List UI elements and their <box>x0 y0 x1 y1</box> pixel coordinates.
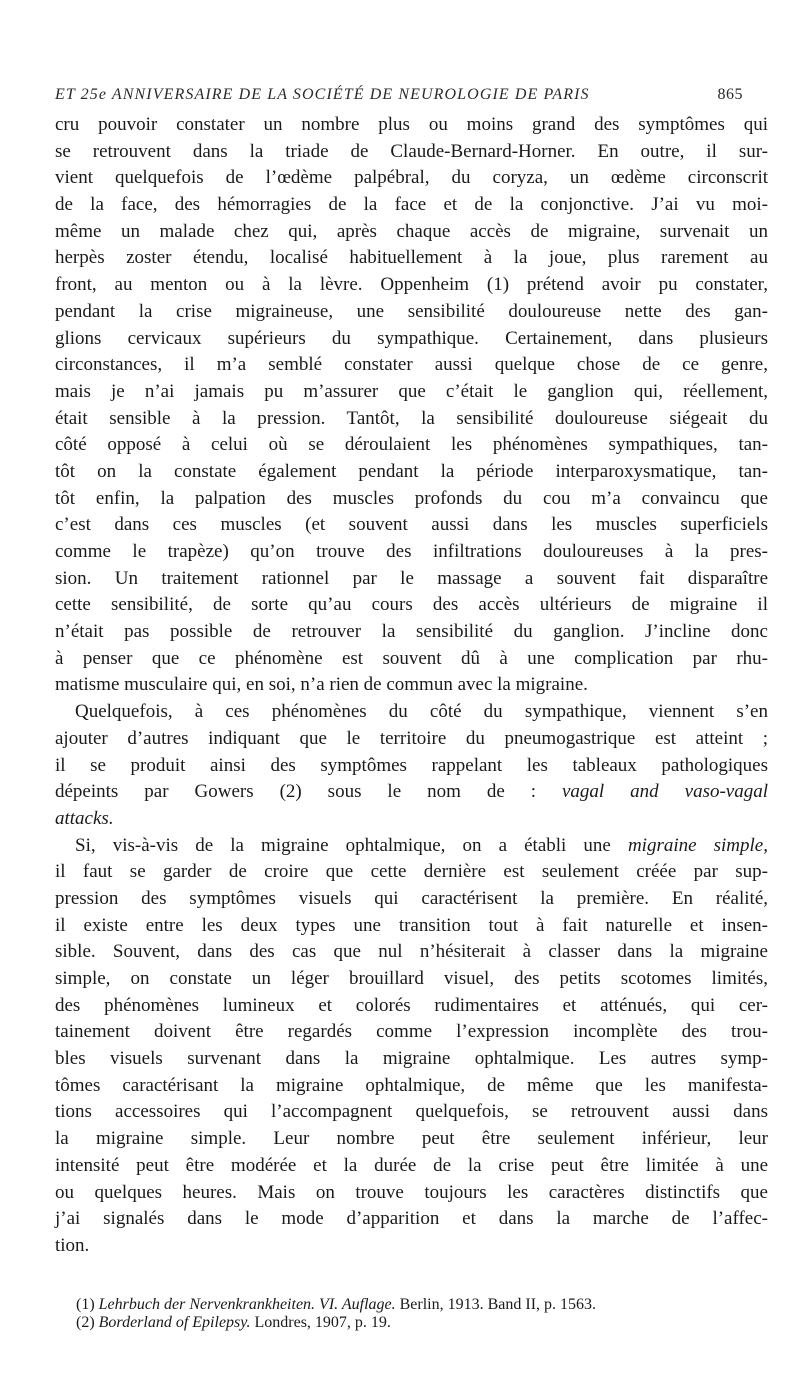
text-line: côté opposé à celui où se déroulaient les phénomènes sympathiques, tan- <box>55 434 768 456</box>
footnote-2 <box>76 1314 756 1332</box>
text-fragment: Si, vis-à-vis de la migraine ophtalmique, on a établi une <box>75 834 611 856</box>
text-line: cette sensibilité, de sorte qu’au cours des accès ultérieurs de migraine il <box>55 594 768 616</box>
text-line: il existe entre les deux types une transition tout à fait naturelle et insen- <box>55 914 768 936</box>
text-line-with-italic <box>55 779 768 806</box>
footnote-marker: (2) <box>76 1314 95 1331</box>
text-line: sible. Souvent, dans des cas que nul n’hésiterait à classer dans la migraine <box>55 941 768 963</box>
text-fragment: dépeints par Gowers (2) sous le nom de : <box>55 781 537 803</box>
text-line: front, au menton ou à la lèvre. Oppenheim (1) prétend avoir pu constater, <box>55 274 768 296</box>
footnote-details: Berlin, 1913. Band II, p. 1563. <box>395 1296 597 1313</box>
footnote-marker: (1) <box>76 1296 95 1313</box>
running-title: ET 25e ANNIVERSAIRE DE LA SOCIÉTÉ DE NEUROLOGIE DE PARIS <box>55 86 590 103</box>
footnote-title: Borderland of Epilepsy. <box>98 1314 251 1331</box>
italic-term: vagal and vaso-vagal <box>562 781 769 803</box>
text-line: tômes caractérisant la migraine ophtalmique, de même que les manifesta- <box>55 1074 768 1096</box>
text-line: j’ai signalés dans le mode d’apparition et dans la marche de l’affec- <box>55 1208 768 1230</box>
text-line: simple, on constate un léger brouillard visuel, des petits scotomes limités, <box>55 968 768 989</box>
text-line: herpès zoster étendu, localisé habituellement à la joue, plus rarement au <box>55 247 768 269</box>
text-line: était sensible à la pression. Tantôt, la sensibilité douloureuse siégeait du <box>55 407 768 429</box>
text-line: circonstances, il m’a semblé constater aussi quelque chose de ce genre, <box>55 354 768 376</box>
text-line: n’était pas possible de retrouver la sensibilité du ganglion. J’incline donc <box>55 621 768 643</box>
footnote-title: Lehrbuch der Nervenkrankheiten. VI. Auflage. <box>98 1296 396 1313</box>
italic-term: migraine simple, <box>627 834 768 856</box>
text-line: à penser que ce phénomène est souvent dû à une complication par rhu- <box>55 647 768 669</box>
footnote-1 <box>76 1296 756 1314</box>
text-line: c’est dans ces muscles (et souvent aussi dans les muscles superficiels <box>55 514 768 536</box>
text-line: mais je n’ai jamais pu m’assurer que c’était le ganglion qui, réellement, <box>55 380 768 402</box>
text-line: Quelquefois, à ces phénomènes du côté du sympathique, viennent s’en <box>75 701 768 723</box>
page-number: 865 <box>717 86 743 103</box>
text-line: comme le trapèze) qu’on trouve des infiltrations douloureuses à la pres- <box>55 541 768 562</box>
text-line: cru pouvoir constater un nombre plus ou moins grand des symptômes qui <box>55 114 768 135</box>
running-header <box>55 86 745 104</box>
text-line: tions accessoires qui l’accompagnent quelquefois, se retrouvent aussi dans <box>55 1101 768 1123</box>
footnotes <box>76 1296 756 1332</box>
text-line: tainement doivent être regardés comme l’expression incomplète des trou- <box>55 1021 768 1043</box>
text-line: tion. <box>55 1234 90 1256</box>
text-line: il faut se garder de croire que cette dernière est seulement créée par sup- <box>55 861 768 883</box>
text-line: vient quelquefois de l’œdème palpébral, du coryza, un œdème circonscrit <box>55 167 768 189</box>
text-line: ou quelques heures. Mais on trouve toujours les caractères distinctifs que <box>55 1181 768 1203</box>
text-line: pression des symptômes visuels qui caractérisent la première. En réalité, <box>55 887 768 909</box>
text-line: intensité peut être modérée et la durée de la crise peut être limitée à une <box>55 1154 768 1176</box>
text-line: ajouter d’autres indiquant que le territoire du pneumogastrique est atteint ; <box>55 727 768 749</box>
text-line: tôt on la constate également pendant la période interparoxysmatique, tan- <box>55 460 768 482</box>
text-line: des phénomènes lumineux et colorés rudimentaires et atténués, qui cer- <box>55 994 768 1016</box>
text-line: se retrouvent dans la triade de Claude-Bernard-Horner. En outre, il sur- <box>55 140 768 162</box>
text-line: tôt enfin, la palpation des muscles profonds du cou m’a convaincu que <box>55 487 768 509</box>
text-line: glions cervicaux supérieurs du sympathique. Certainement, dans plusieurs <box>55 327 768 349</box>
text-line: bles visuels survenant dans la migraine ophtalmique. Les autres symp- <box>55 1048 768 1070</box>
text-line: matisme musculaire qui, en soi, n’a rien de commun avec la migraine. <box>55 674 588 696</box>
text-line: il se produit ainsi des symptômes rappelant les tableaux pathologiques <box>55 754 768 776</box>
text-line: sion. Un traitement rationnel par le massage a souvent fait disparaître <box>55 567 768 589</box>
footnote-details: Londres, 1907, p. 19. <box>250 1314 391 1331</box>
text-line: la migraine simple. Leur nombre peut être seulement inférieur, leur <box>55 1128 768 1150</box>
text-line-italic <box>55 806 768 833</box>
text-line: de la face, des hémorragies de la face et de la conjonctive. J’ai vu moi- <box>55 194 768 216</box>
body-text <box>55 112 768 1260</box>
text-line-with-italic <box>55 833 768 860</box>
text-line: pendant la crise migraineuse, une sensibilité douloureuse nette des gan- <box>55 300 768 322</box>
italic-term: attacks. <box>55 807 114 829</box>
text-line: même un malade chez qui, après chaque accès de migraine, survenait un <box>55 220 768 242</box>
